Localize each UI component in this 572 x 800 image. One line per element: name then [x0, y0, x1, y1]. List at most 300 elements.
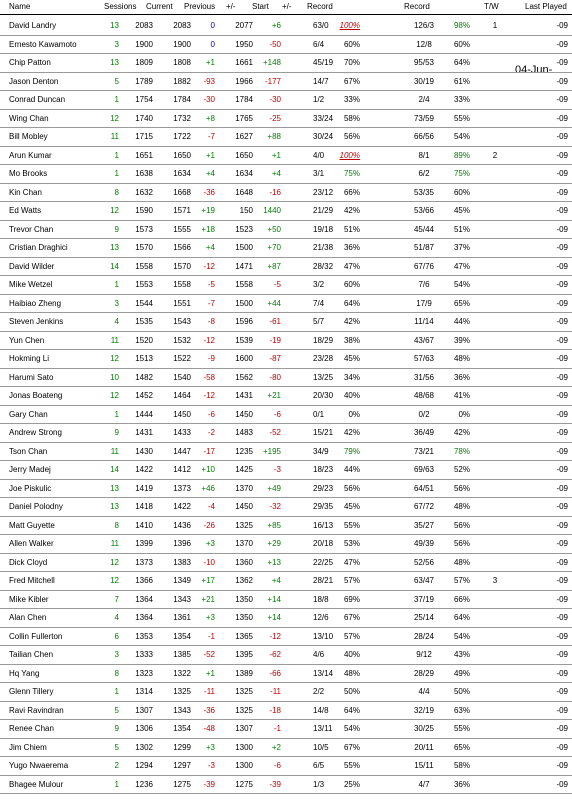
total-record: 31/56: [413, 372, 435, 382]
rating-change: -8: [207, 317, 215, 326]
total-record: 73/21: [413, 446, 435, 456]
player-name[interactable]: Renee Chan: [9, 724, 54, 733]
sessions-count: 13: [110, 21, 119, 30]
rating-change: -6: [207, 409, 215, 419]
player-name[interactable]: Ravi Ravindran: [9, 705, 64, 715]
current-rating: 1570: [135, 243, 153, 252]
change-since-start: +50: [267, 224, 281, 234]
player-name[interactable]: Tailian Chen: [9, 650, 54, 659]
sessions-count: 1: [114, 409, 119, 419]
current-rating: 1431: [135, 428, 153, 437]
session-win-pct: 51%: [343, 224, 360, 234]
total-record: 67/72: [413, 502, 435, 511]
change-since-start: -87: [269, 354, 281, 363]
player-name[interactable]: David Landry: [9, 21, 57, 30]
current-rating: 1740: [135, 113, 153, 123]
col-header-record[interactable]: Record: [307, 2, 333, 11]
previous-rating: 1343: [173, 705, 191, 715]
rating-change: -48: [203, 724, 215, 733]
session-record: 2/2: [313, 687, 325, 696]
previous-rating: 1571: [173, 206, 191, 215]
sessions-count: 11: [110, 446, 119, 456]
session-win-pct: 47%: [343, 557, 360, 567]
change-since-start: -3: [273, 465, 281, 474]
table-row[interactable]: [0, 627, 572, 647]
session-record: 63/0: [313, 21, 329, 30]
last-played: -09: [556, 705, 568, 715]
table-row[interactable]: [0, 368, 572, 388]
player-name[interactable]: Andrew Strong: [9, 428, 62, 437]
current-rating: 1632: [135, 187, 153, 197]
total-record: 51/87: [413, 243, 435, 252]
session-record: 3/2: [313, 280, 325, 289]
table-row[interactable]: [0, 682, 572, 702]
last-played: -09: [556, 169, 568, 178]
table-row[interactable]: [0, 90, 572, 110]
change-since-start: -6: [273, 409, 281, 419]
sessions-count: 3: [114, 650, 119, 659]
session-record: 20/30: [313, 391, 334, 400]
total-win-pct: 66%: [453, 594, 470, 604]
sessions-count: 8: [114, 187, 119, 197]
session-win-pct: 67%: [343, 613, 360, 622]
total-win-pct: 37%: [453, 243, 470, 252]
current-rating: 1520: [135, 335, 153, 345]
player-name[interactable]: Jason Denton: [9, 76, 59, 86]
table-row[interactable]: [0, 645, 572, 665]
table-row[interactable]: [0, 497, 572, 517]
change-since-start: +14: [267, 613, 281, 622]
player-name[interactable]: Chip Patton: [9, 58, 51, 67]
change-since-start: +195: [262, 446, 281, 456]
session-win-pct: 64%: [343, 705, 360, 715]
player-name[interactable]: Yugo Nwaerema: [9, 761, 69, 770]
table-row[interactable]: [0, 534, 572, 554]
sessions-count: 13: [110, 243, 119, 252]
col-header-start[interactable]: Start: [252, 2, 269, 11]
start-rating: 1650: [235, 150, 253, 160]
sessions-count: 13: [110, 58, 119, 67]
rating-change: +10: [201, 465, 215, 474]
change-since-start: -25: [269, 113, 281, 123]
table-row[interactable]: [0, 220, 572, 240]
current-rating: 1364: [135, 613, 153, 622]
previous-rating: 1566: [173, 243, 191, 252]
player-name[interactable]: Harumi Sato: [9, 372, 54, 382]
table-header: [0, 0, 572, 15]
start-rating: 1562: [235, 372, 253, 382]
current-rating: 1553: [135, 280, 153, 289]
col-header-delta-start[interactable]: +/-: [282, 2, 292, 11]
total-win-pct: 36%: [453, 372, 470, 382]
current-rating: 1638: [135, 169, 153, 178]
session-record: 13/11: [313, 724, 333, 733]
previous-rating: 1450: [173, 409, 191, 419]
total-record: 67/76: [413, 261, 435, 271]
session-win-pct: 60%: [343, 280, 360, 289]
table-row[interactable]: [0, 756, 572, 776]
previous-rating: 1722: [173, 132, 191, 141]
player-name[interactable]: Gary Chan: [9, 409, 48, 419]
rating-change: +19: [201, 206, 215, 215]
sessions-count: 8: [114, 520, 119, 530]
last-played: -09: [556, 58, 568, 67]
table-row[interactable]: [0, 701, 572, 721]
total-record: 37/19: [413, 594, 435, 604]
last-played: -09: [556, 650, 568, 659]
start-rating: 1627: [235, 132, 253, 141]
previous-rating: 1396: [173, 539, 191, 548]
start-rating: 1389: [235, 668, 253, 678]
current-rating: 1789: [135, 76, 153, 86]
current-rating: 1366: [135, 576, 153, 585]
start-rating: 1350: [235, 613, 253, 622]
session-record: 5/7: [313, 317, 325, 326]
start-rating: 1500: [235, 298, 253, 308]
table-row[interactable]: [0, 109, 572, 129]
current-rating: 1422: [135, 465, 153, 474]
player-name[interactable]: Mo Brooks: [9, 169, 48, 178]
session-record: 21/38: [313, 243, 334, 252]
rating-change: -1: [207, 631, 215, 641]
player-name[interactable]: Yun Chen: [9, 335, 45, 345]
session-record: 4/6: [313, 650, 325, 659]
start-rating: 1471: [235, 261, 253, 271]
previous-rating: 1383: [173, 557, 191, 567]
player-name[interactable]: Trevor Chan: [9, 224, 54, 234]
rating-change: +1: [205, 58, 215, 67]
session-record: 29/35: [313, 502, 334, 511]
player-name[interactable]: Mike Kibler: [9, 594, 49, 604]
last-played: -09: [556, 428, 568, 437]
sessions-count: 8: [114, 668, 119, 678]
start-rating: 1950: [235, 39, 253, 49]
change-since-start: -11: [270, 687, 281, 696]
session-win-pct: 25%: [343, 779, 360, 789]
rating-change: +21: [201, 594, 215, 604]
player-name[interactable]: David Wilder: [9, 261, 55, 271]
player-name[interactable]: Bhagee Mulour: [9, 779, 64, 789]
player-name[interactable]: Wing Chan: [9, 113, 49, 123]
previous-rating: 1436: [173, 520, 191, 530]
rating-change: -30: [203, 95, 215, 104]
session-record: 18/8: [313, 594, 329, 604]
start-rating: 1450: [235, 409, 253, 419]
col-header-record-total[interactable]: Record: [404, 2, 430, 11]
current-rating: 2083: [135, 21, 153, 30]
table-row[interactable]: [0, 72, 572, 92]
player-name[interactable]: Steven Jenkins: [9, 317, 64, 326]
current-rating: 1558: [135, 261, 153, 271]
previous-rating: 1464: [173, 391, 191, 400]
table-row[interactable]: [0, 423, 572, 443]
table-row[interactable]: [0, 201, 572, 221]
session-win-pct: 42%: [343, 317, 360, 326]
change-since-start: -61: [269, 317, 281, 326]
last-played: -09: [556, 187, 568, 197]
rating-change: -26: [203, 520, 215, 530]
table-row[interactable]: [0, 405, 572, 425]
session-win-pct: 56%: [343, 483, 360, 493]
total-win-pct: 64%: [453, 58, 470, 67]
table-row[interactable]: [0, 664, 572, 684]
table-row[interactable]: [0, 571, 572, 591]
previous-rating: 1385: [173, 650, 191, 659]
table-row[interactable]: [0, 608, 572, 628]
player-name[interactable]: Fred Mitchell: [9, 576, 55, 585]
change-since-start: -177: [264, 76, 281, 86]
total-record: 45/44: [413, 224, 435, 234]
table-row[interactable]: [0, 53, 572, 73]
change-since-start: +14: [267, 594, 281, 604]
sessions-count: 4: [114, 613, 119, 622]
table-row[interactable]: [0, 719, 572, 739]
sessions-count: 1: [114, 779, 119, 789]
rating-change: +1: [205, 668, 215, 678]
session-record: 15/21: [313, 428, 334, 437]
total-win-pct: 45%: [453, 206, 470, 215]
player-name[interactable]: Haibiao Zheng: [9, 298, 62, 308]
total-record: 7/6: [418, 280, 430, 289]
session-record: 13/10: [313, 631, 334, 641]
start-rating: 2077: [235, 21, 253, 30]
rating-change: -7: [207, 298, 215, 308]
rating-change: -12: [203, 261, 215, 271]
change-since-start: -19: [269, 335, 281, 345]
session-record: 13/25: [313, 372, 334, 382]
total-win-pct: 41%: [453, 391, 470, 400]
rating-change: -12: [203, 335, 215, 345]
player-name[interactable]: Collin Fullerton: [9, 631, 63, 641]
rating-change: +1: [205, 150, 215, 160]
player-name[interactable]: Joe Piskulic: [9, 483, 52, 493]
table-row[interactable]: [0, 146, 572, 166]
table-row[interactable]: [0, 238, 572, 258]
rating-change: -52: [203, 650, 215, 659]
session-record: 10/5: [313, 742, 329, 752]
table-row[interactable]: [0, 331, 572, 351]
col-header-tw[interactable]: T/W: [484, 2, 499, 11]
sessions-count: 12: [110, 206, 119, 215]
player-name[interactable]: Ed Watts: [9, 206, 42, 215]
player-name[interactable]: Bill Mobley: [9, 132, 48, 141]
start-rating: 1325: [235, 705, 253, 715]
table-row[interactable]: [0, 16, 572, 36]
table-row[interactable]: [0, 35, 572, 55]
player-name[interactable]: Glenn Tillery: [9, 687, 54, 696]
sessions-count: 10: [110, 372, 119, 382]
rating-change: -9: [207, 354, 215, 363]
start-rating: 1600: [235, 354, 253, 363]
total-record: 17/9: [416, 298, 432, 308]
previous-rating: 1325: [173, 687, 191, 696]
total-win-pct: 89%: [453, 150, 470, 160]
player-name[interactable]: Mike Wetzel: [9, 280, 53, 289]
current-rating: 1573: [135, 224, 153, 234]
change-since-start: +88: [267, 132, 281, 141]
total-win-pct: 54%: [453, 631, 470, 641]
rating-change: +46: [201, 483, 215, 493]
player-name[interactable]: Kin Chan: [9, 187, 42, 197]
table-row[interactable]: [0, 386, 572, 406]
rating-change: -36: [203, 187, 215, 197]
last-played: -09: [556, 132, 568, 141]
session-record: 23/28: [313, 354, 334, 363]
total-win-pct: 56%: [453, 483, 470, 493]
last-played: -09: [556, 631, 568, 641]
total-record: 69/63: [413, 465, 435, 474]
total-win-pct: 36%: [453, 779, 470, 789]
previous-rating: 1882: [173, 76, 191, 86]
start-rating: 1300: [235, 742, 253, 752]
table-row[interactable]: [0, 775, 572, 795]
session-win-pct: 56%: [343, 132, 360, 141]
current-rating: 1651: [135, 150, 153, 160]
current-rating: 1294: [135, 761, 153, 770]
total-record: 8/1: [418, 150, 430, 160]
change-since-start: -80: [269, 372, 281, 382]
change-since-start: -6: [273, 761, 281, 770]
last-played: -09: [556, 261, 568, 271]
session-record: 3/1: [313, 169, 325, 178]
table-row[interactable]: [0, 738, 572, 758]
previous-rating: 1900: [173, 39, 191, 49]
previous-rating: 1732: [173, 113, 191, 123]
session-win-pct: 36%: [343, 243, 360, 252]
table-row[interactable]: [0, 275, 572, 295]
change-since-start: -32: [269, 502, 281, 511]
table-row[interactable]: [0, 312, 572, 332]
session-record: 14/8: [313, 705, 329, 715]
total-win-pct: 65%: [453, 298, 470, 308]
col-header-delta[interactable]: +/-: [226, 2, 236, 11]
current-rating: 1430: [135, 446, 153, 456]
total-win-pct: 55%: [453, 113, 470, 123]
start-rating: 1370: [235, 539, 253, 548]
total-record: 12/8: [416, 39, 432, 49]
last-played: -09: [556, 613, 568, 622]
table-row[interactable]: [0, 479, 572, 499]
player-name[interactable]: Ernesto Kawamoto: [9, 39, 77, 49]
previous-rating: 1299: [173, 742, 191, 752]
session-win-pct: 40%: [343, 650, 360, 659]
table-row[interactable]: [0, 127, 572, 147]
change-since-start: +4: [271, 169, 281, 178]
rating-change: 0: [210, 21, 215, 30]
previous-rating: 1297: [173, 761, 191, 770]
session-record: 22/25: [313, 557, 334, 567]
last-played: -09: [556, 113, 568, 123]
col-header-last-played[interactable]: Last Played: [525, 2, 567, 11]
total-record: 30/19: [413, 76, 435, 86]
previous-rating: 1555: [173, 224, 191, 234]
start-rating: 1500: [235, 243, 253, 252]
table-row[interactable]: [0, 460, 572, 480]
player-name[interactable]: Hokming Li: [9, 354, 50, 363]
current-rating: 1444: [135, 409, 153, 419]
table-row[interactable]: [0, 183, 572, 203]
last-played: -09: [556, 557, 568, 567]
table-row[interactable]: [0, 294, 572, 314]
sessions-count: 4: [114, 317, 119, 326]
col-header-current[interactable]: Current: [146, 2, 173, 11]
player-name[interactable]: Matt Guyette: [9, 520, 55, 530]
table-row[interactable]: [0, 349, 572, 369]
table-row[interactable]: [0, 257, 572, 277]
session-win-pct: 33%: [343, 95, 360, 104]
total-record: 32/19: [413, 705, 435, 715]
total-win-pct: 43%: [453, 650, 470, 659]
player-name[interactable]: Daniel Polodny: [9, 502, 63, 511]
total-win-pct: 39%: [453, 335, 470, 345]
rating-change: -7: [207, 132, 215, 141]
player-name[interactable]: Conrad Duncan: [9, 95, 66, 104]
session-win-pct: 67%: [343, 76, 360, 86]
rating-change: -2: [207, 428, 215, 437]
col-header-sessions[interactable]: Sessions: [104, 2, 137, 11]
start-rating: 1450: [235, 502, 253, 511]
total-win-pct: 98%: [453, 21, 470, 30]
session-record: 30/24: [313, 132, 334, 141]
player-name[interactable]: Alan Chen: [9, 613, 47, 622]
last-played: -09: [556, 779, 568, 789]
change-since-start: +6: [271, 21, 281, 30]
session-record: 1/3: [313, 779, 325, 789]
table-row[interactable]: [0, 553, 572, 573]
session-record: 23/12: [313, 187, 334, 197]
previous-rating: 1349: [173, 576, 191, 585]
sessions-count: 1: [114, 169, 119, 178]
sessions-count: 13: [110, 502, 119, 511]
change-since-start: +44: [267, 298, 281, 308]
previous-rating: 1422: [173, 502, 191, 511]
session-win-pct: 70%: [343, 58, 360, 67]
player-name[interactable]: Jonas Boateng: [9, 391, 63, 400]
total-record: 36/49: [413, 428, 435, 437]
player-name[interactable]: Cristian Draghici: [9, 243, 68, 252]
rating-change: +3: [205, 742, 215, 752]
player-name[interactable]: Hq Yang: [9, 668, 40, 678]
last-played: -09: [556, 280, 568, 289]
current-rating: 1236: [135, 779, 153, 789]
table-row[interactable]: [0, 590, 572, 610]
start-rating: 1307: [235, 724, 253, 733]
start-rating: 1362: [235, 576, 253, 585]
table-row[interactable]: [0, 164, 572, 184]
start-rating: 1325: [235, 687, 253, 696]
player-name[interactable]: Dick Cloyd: [9, 557, 48, 567]
table-row[interactable]: [0, 442, 572, 462]
current-rating: 1364: [135, 594, 153, 604]
player-name[interactable]: Tson Chan: [9, 446, 48, 456]
session-record: 4/0: [313, 150, 325, 160]
rating-change: +3: [205, 613, 215, 622]
player-name[interactable]: Arun Kumar: [9, 150, 52, 160]
last-played: -09: [556, 76, 568, 86]
col-header-name[interactable]: Name: [9, 2, 31, 11]
session-win-pct: 67%: [343, 742, 360, 752]
last-played: -09: [556, 539, 568, 548]
player-name[interactable]: Jerry Madej: [9, 465, 51, 474]
player-name[interactable]: Allen Walker: [9, 539, 54, 548]
col-header-previous[interactable]: Previous: [184, 2, 216, 11]
session-win-pct: 100%: [339, 150, 360, 160]
player-name[interactable]: Jim Chiem: [9, 742, 47, 752]
change-since-start: -18: [269, 705, 281, 715]
total-record: 30/25: [413, 724, 435, 733]
last-played: -09: [556, 150, 568, 160]
table-row[interactable]: [0, 516, 572, 536]
